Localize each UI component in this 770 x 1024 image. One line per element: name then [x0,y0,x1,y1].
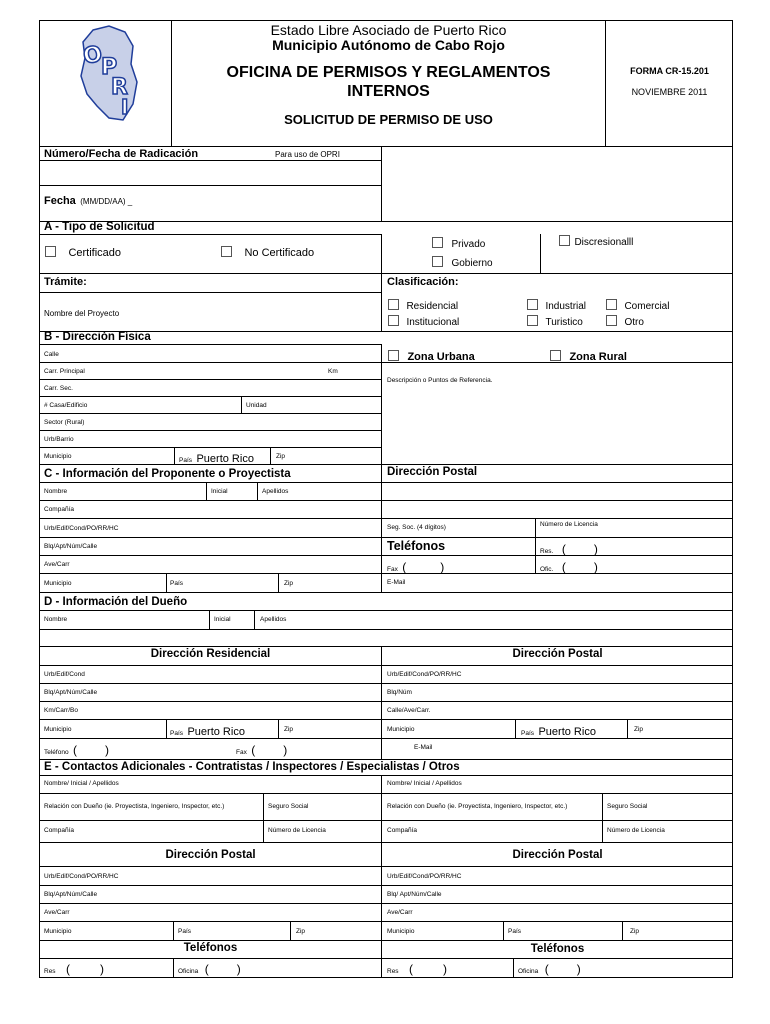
c-fax-label: Fax [387,566,398,573]
e-telefonos-left-title: Teléfonos [183,942,238,954]
d-pais-right-field[interactable] [521,722,596,740]
opri-logo [75,24,140,124]
certificado-label: Certificado [68,247,122,259]
e-res-right-field[interactable]: Res ( ) [387,962,448,976]
no-certificado-checkbox[interactable] [221,246,232,257]
privado-label: Privado [451,239,486,250]
fecha-label: Fecha [44,195,76,207]
e-nombre-right-label: Nombre/ Inicial / Apellidos [387,780,462,787]
c-res-label: Res. [540,548,554,555]
e-urb-right-label: Urb/Edif/Cond/PO/RR/HC [387,873,462,880]
turistico-checkbox[interactable] [527,315,538,326]
e-res-left-field[interactable]: Res ( ) [44,962,105,976]
urb-barrio-label: Urb/Barrio [44,436,74,443]
d-municipio-left-label: Municipio [44,726,72,733]
c-ofic-field[interactable]: Ofic. ( ) [540,560,598,574]
d-pais-right-label: País [521,730,535,737]
e-ave-left-label: Ave/Carr [44,909,70,916]
zip-label: Zip [276,453,286,460]
svg-text:P: P [101,55,118,80]
discrecional-label: Discresionalll [574,237,634,248]
e-pais-left-label: País [178,928,192,935]
svg-text:I: I [121,95,129,119]
e-seguro-left-label: Seguro Social [268,803,309,810]
e-licencia-left-label: Número de Licencia [268,827,326,834]
c-direccion-postal-title: Dirección Postal [387,466,478,478]
d-km-left-label: Km/Carr/Bo [44,707,78,714]
d-pais-left-value: Puerto Rico [187,726,245,738]
municipio-label: Municipio [44,453,72,460]
e-seguro-right-label: Seguro Social [607,803,648,810]
radicacion-input[interactable] [41,162,379,184]
d-apellidos-label: Apellidos [260,616,287,623]
residencial-checkbox[interactable] [388,299,399,310]
svg-text:O: O [81,41,105,70]
d-blq-right-label: Blq/Núm [387,689,412,696]
radicacion-note: Para uso de OPRI [275,150,340,159]
e-oficina-left-field[interactable]: Oficina ( ) [178,962,241,976]
c-fax-field[interactable]: Fax ( ) [387,560,445,574]
gobierno-checkbox[interactable] [432,256,443,267]
otro-label: Otro [624,317,644,328]
c-pais-label: País [170,580,184,587]
section-b-title: B - Dirección Física [44,331,151,343]
d-urb-right-label: Urb/Edif/Cond/PO/RR/HC [387,671,462,678]
e-relacion-left-label: Relación con Dueño (ie. Proyectista, Ingeniero, Inspector, etc.) [44,803,225,810]
c-municipio-label: Municipio [44,580,72,587]
industrial-label: Industrial [545,301,587,312]
residencial-label: Residencial [406,301,459,312]
d-fax-label: Fax [236,749,247,756]
e-compania-right-label: Compañía [387,827,417,834]
descripcion-label: Descripción o Puntos de Referencia. [387,377,493,384]
svg-text:R: R [111,75,128,100]
d-pais-left-field[interactable] [170,722,245,740]
certificado-option[interactable] [45,243,121,261]
opri-use-box[interactable] [383,148,731,220]
c-licencia-label: Número de Licencia [540,521,598,528]
otro-checkbox[interactable] [606,315,617,326]
c-ave-label: Ave/Carr [44,561,70,568]
comercial-label: Comercial [624,301,670,312]
no-certificado-label: No Certificado [244,247,315,259]
e-ave-right-label: Ave/Carr [387,909,413,916]
e-urb-left-label: Urb/Edif/Cond/PO/RR/HC [44,873,119,880]
d-calle-right-label: Calle/Ave/Carr. [387,707,431,714]
discrecional-option[interactable] [559,232,633,250]
section-e-title: E - Contactos Adicionales - Contratistas / Inspectores / Especialistas / Otros [44,761,460,773]
d-nombre-label: Nombre [44,616,68,623]
section-c-title: C - Información del Proponente o Proyectista [44,468,291,480]
e-dir-postal-right-title: Dirección Postal [512,849,603,861]
e-res-right-label: Res [387,968,399,975]
c-blq-label: Blq/Apt/Núm/Calle [44,543,98,550]
e-telefonos-right-title: Teléfonos [530,943,585,955]
d-municipio-right-label: Municipio [387,726,415,733]
pais-field[interactable] [179,449,254,467]
d-blq-left-label: Blq/Apt/Núm/Calle [44,689,98,696]
pais-label: País [179,457,193,464]
c-inicial-label: Inicial [211,488,228,495]
c-res-field[interactable]: Res. ( ) [540,542,598,556]
d-telefono-field[interactable]: Teléfono ( ) [44,743,110,757]
zona-rural-label: Zona Rural [569,351,627,363]
e-dir-postal-left-title: Dirección Postal [165,849,256,861]
d-inicial-label: Inicial [214,616,231,623]
c-compania-label: Compañía [44,506,74,513]
d-zip-left-label: Zip [284,726,294,733]
e-oficina-right-label: Oficina [518,968,539,975]
d-fax-field[interactable]: Fax ( ) [236,743,288,757]
seg-soc-label: Seg. Soc. (4 dígitos) [387,524,446,531]
institucional-checkbox[interactable] [388,315,399,326]
form-date: NOVIEMBRE 2011 [631,87,708,97]
d-telefono-label: Teléfono [44,749,69,756]
section-d-title: D - Información del Dueño [44,596,188,608]
e-nombre-left-label: Nombre/ Inicial / Apellidos [44,780,119,787]
clasificacion-label: Clasificación: [387,276,459,288]
tramite-label: Trámite: [44,276,87,288]
page-title-line1: OFICINA DE PERMISOS Y REGLAMENTOS [226,64,551,81]
d-zip-right-label: Zip [634,726,644,733]
d-pais-right-value: Puerto Rico [538,726,596,738]
form-subtitle: SOLICITUD DE PERMISO DE USO [284,112,493,127]
e-blq-left-label: Blq/Apt/Núm/Calle [44,891,98,898]
header-line2: Municipio Autónomo de Cabo Rojo [272,37,505,53]
e-zip-right-label: Zip [630,928,640,935]
pais-value: Puerto Rico [196,453,254,465]
c-email-label: E-Mail [387,579,406,586]
fecha-hint: (MM/DD/AA) _ [80,197,133,206]
zona-rural-option[interactable] [550,347,627,365]
d-dir-residencial-title: Dirección Residencial [150,648,271,660]
d-email-label: E-Mail [414,744,433,751]
zona-rural-checkbox[interactable] [550,350,561,361]
carr-principal-label: Carr. Principal [44,368,85,375]
c-ofic-label: Ofic. [540,566,554,573]
d-pais-left-label: País [170,730,184,737]
section-a-title: A - Tipo de Solicitud [44,221,155,233]
e-relacion-right-label: Relación con Dueño (ie. Proyectista, Ingeniero, Inspector, etc.) [387,803,568,810]
e-blq-right-label: Blq/ Apt/Núm/Calle [387,891,442,898]
industrial-checkbox[interactable] [527,299,538,310]
km-label: Km [328,368,338,375]
casa-label: # Casa/Edificio [44,402,88,409]
d-urb-left-label: Urb/Edif/Cond [44,671,85,678]
turistico-option[interactable] [527,312,583,330]
nombre-proyecto-label: Nombre del Proyecto [44,309,120,318]
zona-urbana-option[interactable] [388,347,475,365]
c-urb-label: Urb/Edif/Cond/PO/RR/HC [44,525,119,532]
e-res-left-label: Res [44,968,56,975]
form-number: FORMA CR-15.201 [630,66,709,76]
e-pais-right-label: País [508,928,522,935]
e-zip-left-label: Zip [296,928,306,935]
radicacion-label: Número/Fecha de Radicación [44,148,199,160]
c-zip-label: Zip [284,580,294,587]
unidad-label: Unidad [246,402,267,409]
e-oficina-left-label: Oficina [178,968,199,975]
e-compania-left-label: Compañía [44,827,74,834]
fecha-field[interactable] [44,191,132,209]
gobierno-label: Gobierno [451,258,493,269]
page-title-line2: INTERNOS [347,83,430,100]
c-nombre-label: Nombre [44,488,68,495]
certificado-checkbox[interactable] [45,246,56,257]
carr-sec-label: Carr. Sec. [44,385,73,392]
c-telefonos-title: Teléfonos [387,539,446,553]
calle-label: Calle [44,351,59,358]
comercial-checkbox[interactable] [606,299,617,310]
e-municipio-left-label: Municipio [44,928,72,935]
otro-option[interactable] [606,312,644,330]
turistico-label: Turistico [545,317,583,328]
discrecional-checkbox[interactable] [559,235,570,246]
e-municipio-right-label: Municipio [387,928,415,935]
institucional-option[interactable] [388,312,459,330]
sector-label: Sector (Rural) [44,419,85,426]
privado-option[interactable] [432,234,485,252]
e-oficina-right-field[interactable]: Oficina ( ) [518,962,581,976]
institucional-label: Institucional [406,317,460,328]
gobierno-option[interactable] [432,253,493,271]
header-line1: Estado Libre Asociado de Puerto Rico [270,22,507,38]
d-dir-postal-title: Dirección Postal [512,648,603,660]
zona-urbana-checkbox[interactable] [388,350,399,361]
zona-urbana-label: Zona Urbana [407,351,475,363]
c-apellidos-label: Apellidos [262,488,289,495]
no-certificado-option[interactable] [221,243,314,261]
e-licencia-right-label: Número de Licencia [607,827,665,834]
privado-checkbox[interactable] [432,237,443,248]
